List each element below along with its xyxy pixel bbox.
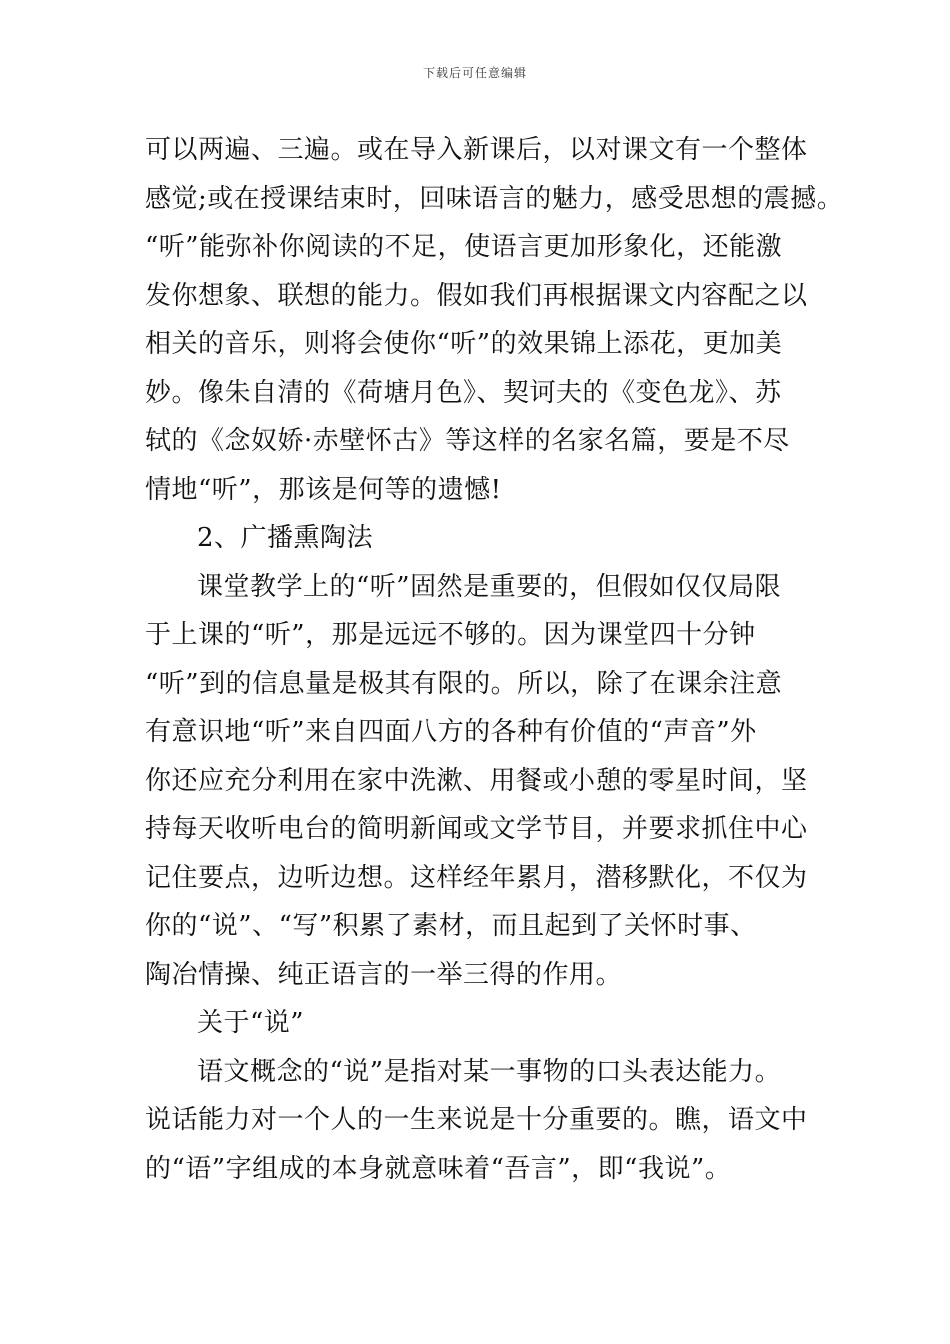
text-line-5: 相关的音乐，则将会使你“听”的效果锦上添花，更加美 (145, 329, 783, 359)
text-line-12: “听”到的信息量是极其有限的。所以，除了在课余注意 (145, 668, 783, 699)
text-line-22: 的“语”字组成的本身就意味着“吾言”，即“我说”。 (145, 1153, 732, 1184)
text-line-15: 持每天收听电台的简明新闻或文学节目，并要求抓住中心 (145, 814, 808, 844)
text-line-20: 语文概念的“说”是指对某一事物的口头表达能力。 (197, 1056, 782, 1087)
text-line-21: 说话能力对一个人的一生来说是十分重要的。瞧，语文中 (145, 1105, 808, 1135)
text-line-7: 轼的《念奴娇·赤壁怀古》等这样的名家名篇，要是不尽 (145, 426, 790, 456)
text-line-4: 发你想象、联想的能力。假如我们再根据课文内容配之以 (145, 280, 808, 311)
text-line-17: 你的“说”、“写”积累了素材，而且起到了关怀时事、 (145, 911, 757, 941)
text-line-10: 课堂教学上的“听”固然是重要的，但假如仅仅局限 (197, 571, 782, 602)
text-line-16: 记住要点，边听边想。这样经年累月，潜移默化，不仅为 (145, 862, 808, 893)
section-heading-broadcast: 2、广播熏陶法 (197, 523, 374, 553)
text-line-8: 情地“听”，那该是何等的遗憾! (145, 474, 502, 505)
text-line-18: 陶冶情操、纯正语言的一举三得的作用。 (145, 959, 623, 990)
text-line-2: 感觉;或在授课结束时，回味语言的魅力，感受思想的震撼。 (145, 183, 844, 214)
text-line-13: 有意识地“听”来自四面八方的各种有价值的“声音”外 (145, 717, 757, 747)
text-line-11: 于上课的“听”，那是远远不够的。因为课堂四十分钟 (145, 620, 756, 650)
document-body (145, 126, 844, 1193)
text-line-6: 妙。像朱自清的《荷塘月色》、契诃夫的《变色龙》、苏 (145, 377, 782, 408)
page-header: 下载后可任意编辑 (422, 66, 527, 80)
text-line-1: 可以两遍、三遍。或在导入新课后，以对课文有一个整体 (145, 135, 808, 165)
text-line-14: 你还应充分利用在家中洗漱、用餐或小憩的零星时间，坚 (145, 765, 808, 796)
text-line-3: “听”能弥补你阅读的不足，使语言更加形象化，还能激 (145, 232, 783, 262)
section-heading-speaking: 关于“说” (197, 1008, 305, 1038)
